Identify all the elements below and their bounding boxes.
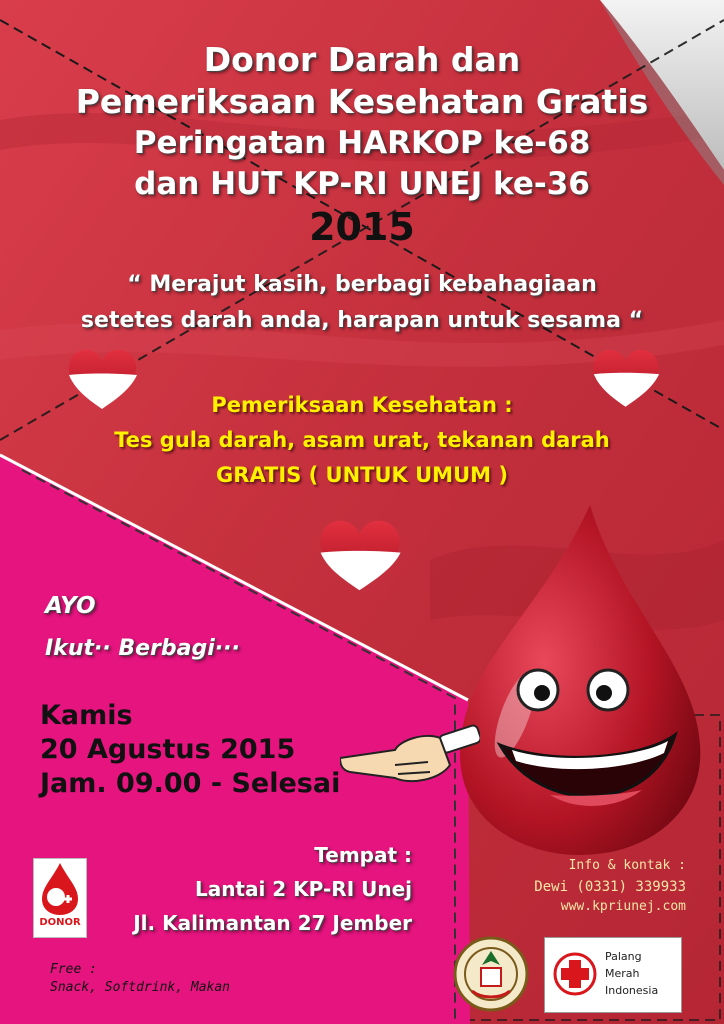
perks-items: Snack, Softdrink, Makan [50,980,231,995]
title-line-3: Peringatan HARKOP ke-68 [133,125,591,161]
invite-line-1: AYO [45,593,96,619]
title-line-2: Pemeriksaan Kesehatan Gratis [75,82,649,121]
title-year: 2015 [309,205,415,249]
pmi-line-1: Palang [605,950,642,963]
schedule-day: Kamis [40,700,133,731]
checkup-tests: Tes gula darah, asam urat, tekanan darah [114,428,610,452]
perks-label: Free : [50,962,97,977]
schedule-time: Jam. 09.00 - Selesai [40,768,341,799]
pmi-line-2: Merah [605,967,640,980]
quote-line-1: “ Merajut kasih, berbagi kebahagiaan [127,272,597,297]
schedule-date: 20 Agustus 2015 [40,734,296,765]
venue-label: Tempat : [314,843,412,867]
venue-line-2: Jl. Kalimantan 27 Jember [133,911,412,935]
heart-flag-icon [315,515,405,595]
blood-drop-mascot [420,495,720,865]
checkup-free: GRATIS ( UNTUK UMUM ) [216,463,508,487]
checkup-heading: Pemeriksaan Kesehatan : [211,393,513,417]
title-line-4: dan HUT KP-RI UNEJ ke-36 [134,166,590,202]
contact-phone: Dewi (0331) 339933 [534,879,686,895]
pmi-line-3: Indonesia [605,984,659,997]
pmi-logo [544,937,682,1013]
cooperative-emblem-logo [452,935,530,1013]
donor-logo-text: DONOR [39,917,81,928]
quote-line-2: setetes darah anda, harapan untuk sesama “ [80,308,644,333]
contact-label: Info & kontak : [568,858,686,873]
red-cross-icon [553,952,597,996]
venue-line-1: Lantai 2 KP-RI Unej [194,877,412,901]
contact-website[interactable]: www.kpriunej.com [560,899,686,914]
title-line-1: Donor Darah dan [203,40,521,79]
invite-line-2: Ikut·· Berbagi··· [45,636,240,661]
